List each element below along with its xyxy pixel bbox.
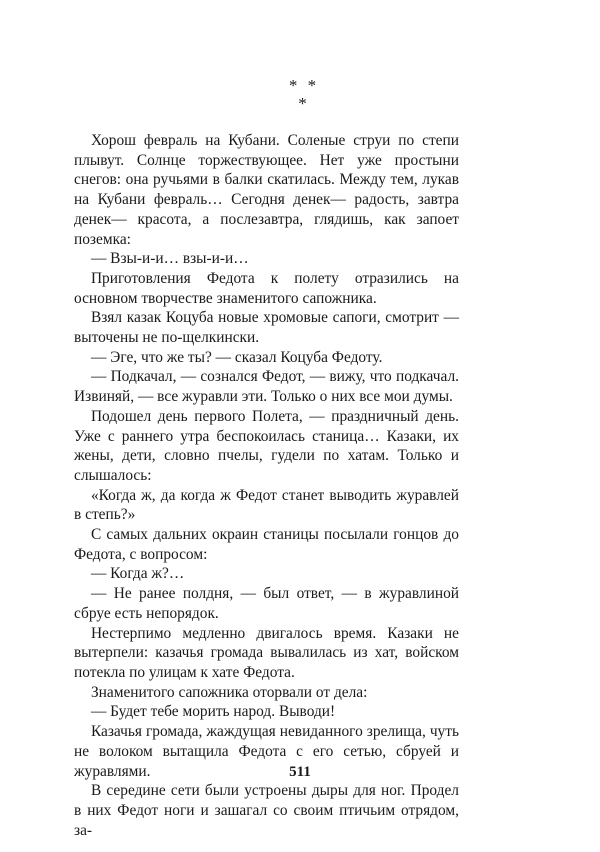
paragraph: Нестерпимо медленно двигалось время. Казаки не вытерпели: казачья громада вывалилась из хат, войском потекла по улицам к хате Федота. xyxy=(74,624,459,681)
paragraph: Подошел день первого Полета, — праздничный день. Уже с раннего утра беспокоилась станица… Казаки, их жены, дети, словно пчелы, гудели по хатам. Только и слышалось: xyxy=(74,407,459,484)
paragraph: В середине сети были устроены дыры для ног. Продел в них Федот ноги и зашагал со своим птичьим отрядом, за- xyxy=(74,782,459,839)
page-number: 511 xyxy=(289,764,311,780)
paragraph: Знаменитого сапожника оторвали от дела: xyxy=(90,683,368,701)
paragraph: Хорош февраль на Кубани. Соленые струи по степи плывут. Солнце торжествующее. Нет уже простыни снегов: она ручьями в балки скатилась. Между тем, лукав на Кубани февраль… Сегодня денек— радость, завтра денек— красота, а послезавтра, глядишь, как запоет поземка: xyxy=(74,132,459,248)
paragraph: — Эге, что же ты? — сказал Коцуба Федоту. xyxy=(90,348,383,366)
body-text xyxy=(74,131,459,840)
paragraph: Взял казак Коцуба новые хромовые сапоги, смотрит — выточены не по-щелкински. xyxy=(74,309,459,347)
section-separator-bottom: * xyxy=(298,94,310,113)
section-separator-top: * * xyxy=(288,76,320,95)
paragraph: С самых дальних окраин станицы посылали гонцов до Федота, с вопросом: xyxy=(74,526,459,563)
paragraph: — Когда ж?… xyxy=(90,565,185,583)
paragraph: Казачья громада, жаждущая невиданного зрелища, чуть не волоком вытащила Федота с его сетью, сбруей и журавлями. xyxy=(74,723,459,780)
paragraph: Приготовления Федота к полету отразились на основном творчестве знаменитого сапожника. xyxy=(74,269,459,307)
paragraph: — Не ранее полдня, — был ответ, — в журавлиной сбруе есть непорядок. xyxy=(74,585,459,622)
paragraph: — Взы-и-и… взы-и-и… xyxy=(90,250,249,268)
paragraph: — Подкачал, — сознался Федот, — вижу, что подкачал. Извиняй, — все журавли эти. Только о них все мои думы. xyxy=(74,368,459,406)
paragraph: — Будет тебе морить народ. Выводи! xyxy=(90,703,336,721)
paragraph: «Когда ж, да когда ж Федот станет выводить журавлей в степь?» xyxy=(74,486,459,524)
